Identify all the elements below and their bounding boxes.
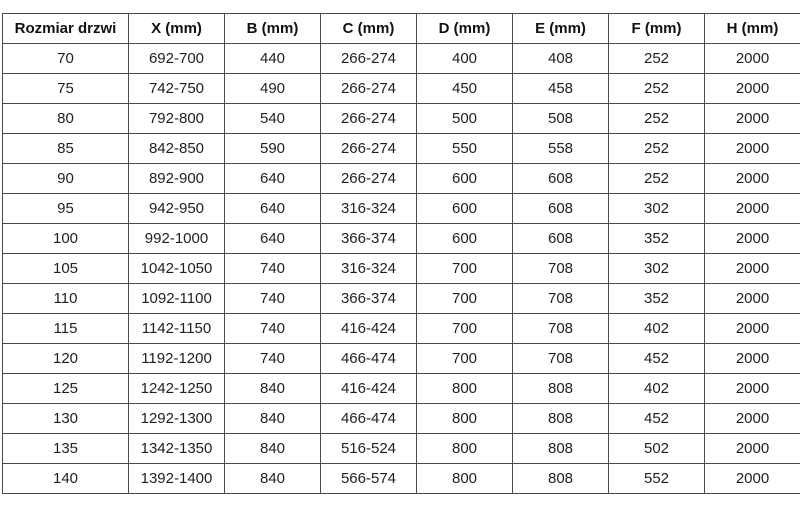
table-cell: 516-524 <box>321 434 417 464</box>
table-cell: 2000 <box>705 164 800 194</box>
table-cell: 252 <box>609 104 705 134</box>
table-cell: 266-274 <box>321 74 417 104</box>
table-cell: 992-1000 <box>129 224 225 254</box>
table-cell: 608 <box>513 194 609 224</box>
table-cell: 490 <box>225 74 321 104</box>
table-cell: 558 <box>513 134 609 164</box>
table-cell: 1042-1050 <box>129 254 225 284</box>
table-cell: 130 <box>3 404 129 434</box>
table-cell: 2000 <box>705 284 800 314</box>
table-cell: 466-474 <box>321 404 417 434</box>
table-cell: 1342-1350 <box>129 434 225 464</box>
table-row <box>3 194 800 224</box>
table-cell: 600 <box>417 194 513 224</box>
door-dimensions-table <box>2 13 800 494</box>
table-cell: 1392-1400 <box>129 464 225 494</box>
table-cell: 266-274 <box>321 104 417 134</box>
table-cell: 366-374 <box>321 224 417 254</box>
table-cell: 500 <box>417 104 513 134</box>
table-cell: 2000 <box>705 374 800 404</box>
table-cell: 80 <box>3 104 129 134</box>
table-cell: 840 <box>225 434 321 464</box>
table-cell: 90 <box>3 164 129 194</box>
table-cell: 302 <box>609 254 705 284</box>
table-cell: 452 <box>609 344 705 374</box>
table-row <box>3 134 800 164</box>
table-cell: 708 <box>513 314 609 344</box>
table-cell: 800 <box>417 404 513 434</box>
table-cell: 266-274 <box>321 134 417 164</box>
table-cell: 458 <box>513 74 609 104</box>
table-cell: 640 <box>225 224 321 254</box>
table-cell: 400 <box>417 44 513 74</box>
table-row <box>3 404 800 434</box>
table-cell: 800 <box>417 464 513 494</box>
table-cell: 2000 <box>705 434 800 464</box>
table-cell: 366-374 <box>321 284 417 314</box>
table-cell: 1142-1150 <box>129 314 225 344</box>
table-cell: 2000 <box>705 404 800 434</box>
table-cell: 302 <box>609 194 705 224</box>
table-cell: 125 <box>3 374 129 404</box>
table-cell: 840 <box>225 404 321 434</box>
table-row <box>3 104 800 134</box>
table-cell: 708 <box>513 284 609 314</box>
table-cell: 700 <box>417 284 513 314</box>
table-cell: 840 <box>225 374 321 404</box>
table-cell: 2000 <box>705 44 800 74</box>
table-cell: 700 <box>417 314 513 344</box>
table-cell: 2000 <box>705 254 800 284</box>
table-cell: 2000 <box>705 134 800 164</box>
table-cell: 808 <box>513 404 609 434</box>
table-cell: 640 <box>225 164 321 194</box>
table-cell: 95 <box>3 194 129 224</box>
table-cell: 466-474 <box>321 344 417 374</box>
column-header: B (mm) <box>225 14 321 44</box>
table-cell: 1242-1250 <box>129 374 225 404</box>
table-cell: 740 <box>225 284 321 314</box>
table-cell: 608 <box>513 164 609 194</box>
table-cell: 840 <box>225 464 321 494</box>
table-cell: 808 <box>513 434 609 464</box>
table-cell: 740 <box>225 344 321 374</box>
header-row <box>3 14 800 44</box>
table-cell: 742-750 <box>129 74 225 104</box>
table-cell: 740 <box>225 314 321 344</box>
table-cell: 316-324 <box>321 194 417 224</box>
table-cell: 700 <box>417 254 513 284</box>
table-cell: 502 <box>609 434 705 464</box>
table-cell: 135 <box>3 434 129 464</box>
table-cell: 450 <box>417 74 513 104</box>
table-cell: 316-324 <box>321 254 417 284</box>
table-cell: 640 <box>225 194 321 224</box>
table-row <box>3 344 800 374</box>
table-cell: 2000 <box>705 464 800 494</box>
table-cell: 452 <box>609 404 705 434</box>
table-cell: 792-800 <box>129 104 225 134</box>
table-cell: 942-950 <box>129 194 225 224</box>
table-cell: 740 <box>225 254 321 284</box>
column-header: H (mm) <box>705 14 800 44</box>
table-cell: 266-274 <box>321 164 417 194</box>
table-cell: 416-424 <box>321 374 417 404</box>
table-cell: 808 <box>513 464 609 494</box>
table-cell: 540 <box>225 104 321 134</box>
table-cell: 800 <box>417 374 513 404</box>
table-cell: 440 <box>225 44 321 74</box>
column-header: Rozmiar drzwi <box>3 14 129 44</box>
table-cell: 140 <box>3 464 129 494</box>
table-cell: 708 <box>513 254 609 284</box>
table-cell: 808 <box>513 374 609 404</box>
table-cell: 402 <box>609 314 705 344</box>
table-cell: 2000 <box>705 74 800 104</box>
table-cell: 590 <box>225 134 321 164</box>
table-cell: 2000 <box>705 314 800 344</box>
table-cell: 70 <box>3 44 129 74</box>
table-row <box>3 224 800 254</box>
column-header: C (mm) <box>321 14 417 44</box>
table-cell: 550 <box>417 134 513 164</box>
table-row <box>3 464 800 494</box>
column-header: D (mm) <box>417 14 513 44</box>
table-cell: 2000 <box>705 194 800 224</box>
table-cell: 266-274 <box>321 44 417 74</box>
table-cell: 842-850 <box>129 134 225 164</box>
table-cell: 252 <box>609 44 705 74</box>
table-body <box>3 44 800 494</box>
table-cell: 1092-1100 <box>129 284 225 314</box>
table-cell: 608 <box>513 224 609 254</box>
table-cell: 252 <box>609 74 705 104</box>
table-cell: 2000 <box>705 224 800 254</box>
table-cell: 508 <box>513 104 609 134</box>
table-cell: 85 <box>3 134 129 164</box>
table-row <box>3 164 800 194</box>
table-cell: 115 <box>3 314 129 344</box>
door-dimensions-table-container <box>2 13 800 494</box>
table-row <box>3 314 800 344</box>
table-cell: 120 <box>3 344 129 374</box>
table-row <box>3 44 800 74</box>
table-head <box>3 14 800 44</box>
table-cell: 600 <box>417 164 513 194</box>
table-row <box>3 284 800 314</box>
table-cell: 566-574 <box>321 464 417 494</box>
table-cell: 416-424 <box>321 314 417 344</box>
table-cell: 402 <box>609 374 705 404</box>
column-header: F (mm) <box>609 14 705 44</box>
table-cell: 252 <box>609 134 705 164</box>
table-cell: 252 <box>609 164 705 194</box>
table-row <box>3 434 800 464</box>
table-cell: 700 <box>417 344 513 374</box>
table-cell: 2000 <box>705 104 800 134</box>
column-header: X (mm) <box>129 14 225 44</box>
table-cell: 800 <box>417 434 513 464</box>
table-cell: 552 <box>609 464 705 494</box>
table-cell: 692-700 <box>129 44 225 74</box>
table-row <box>3 74 800 104</box>
table-cell: 110 <box>3 284 129 314</box>
table-cell: 75 <box>3 74 129 104</box>
table-cell: 408 <box>513 44 609 74</box>
table-row <box>3 374 800 404</box>
table-cell: 1292-1300 <box>129 404 225 434</box>
column-header: E (mm) <box>513 14 609 44</box>
table-cell: 708 <box>513 344 609 374</box>
table-cell: 105 <box>3 254 129 284</box>
table-cell: 600 <box>417 224 513 254</box>
table-row <box>3 254 800 284</box>
table-cell: 1192-1200 <box>129 344 225 374</box>
table-cell: 100 <box>3 224 129 254</box>
table-cell: 2000 <box>705 344 800 374</box>
table-cell: 352 <box>609 284 705 314</box>
table-cell: 352 <box>609 224 705 254</box>
table-cell: 892-900 <box>129 164 225 194</box>
